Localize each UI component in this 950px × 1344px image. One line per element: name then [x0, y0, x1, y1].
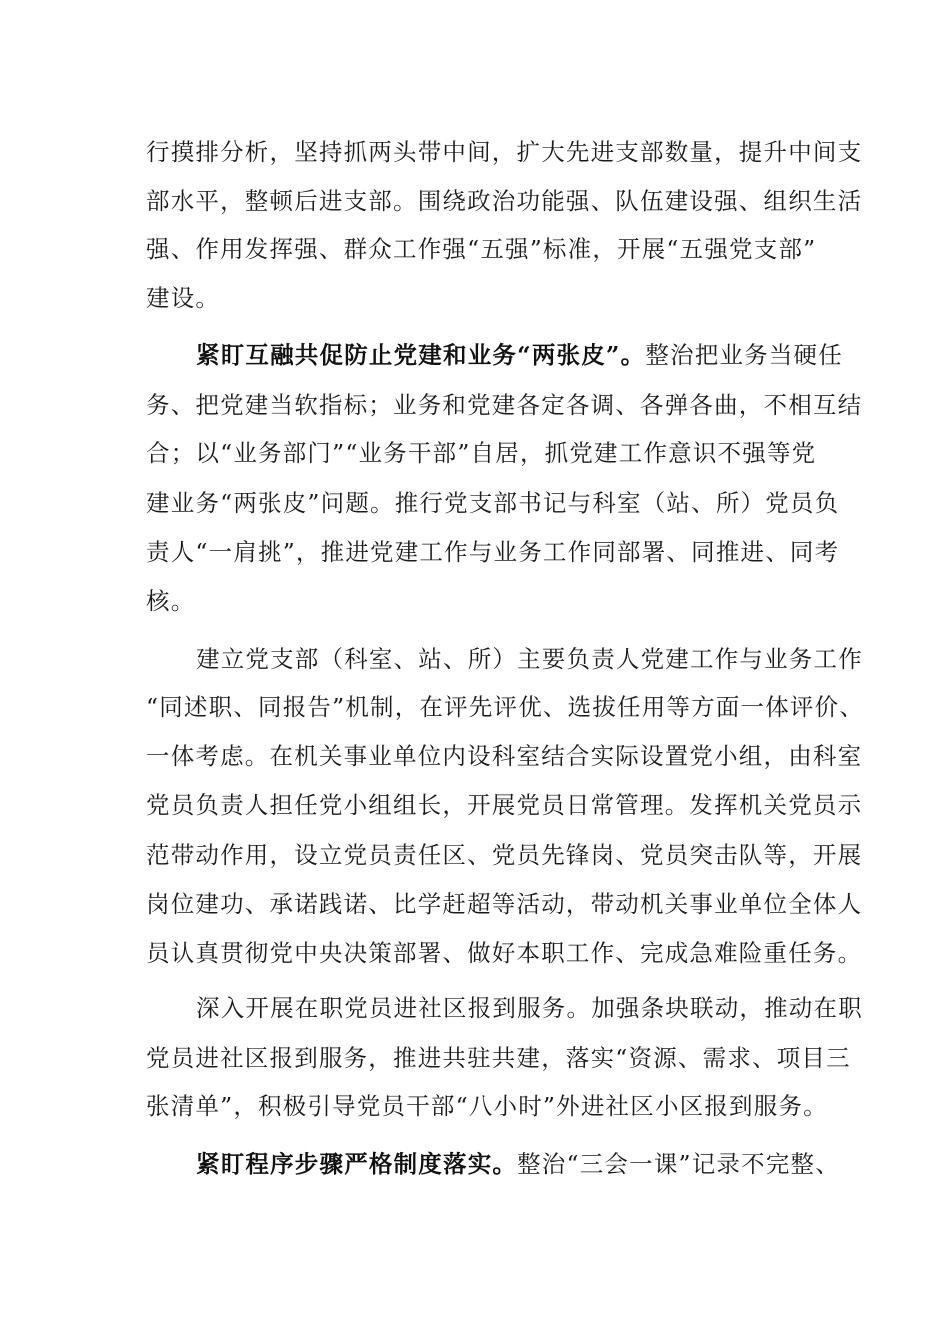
text-line: 合；以“业务部门”“业务干部”自居，抓党建工作意识不强等党: [146, 439, 817, 467]
text-line: 行摸排分析，坚持抓两头带中间，扩大先进支部数量，提升中间支: [146, 138, 863, 166]
text-line: 务、把党建当软指标；业务和党建各定各调、各弹各曲，不相互结: [146, 391, 863, 419]
text-line: 张清单”，积极引导党员干部“八小时”外进社区小区报到服务。: [146, 1092, 828, 1120]
paragraph-first-line: [196, 1149, 840, 1179]
text-line: 一体考虑。在机关事业单位内设科室结合实际设置党小组，由科室: [146, 742, 863, 770]
text-line: 建立党支部（科室、站、所）主要负责人党建工作与业务工作: [196, 645, 863, 673]
text-line: 岗位建功、承诺践诺、比学赶超等活动，带动机关事业单位全体人: [146, 890, 863, 918]
text-line: 强、作用发挥强、群众工作强“五强”标准，开展“五强党支部”: [146, 235, 817, 263]
text-line: 深入开展在职党员进社区报到服务。加强条块联动，推动在职: [196, 994, 863, 1022]
text-line: 范带动作用，设立党员责任区、党员先锋岗、党员突击队等，开展: [146, 841, 863, 869]
text-line: 建设。: [146, 284, 221, 312]
section-heading: 紧盯程序步骤严格制度落实。: [196, 1150, 518, 1178]
paragraph-first-line: [196, 340, 843, 370]
text-run: 整治把业务当硬任: [645, 341, 843, 369]
text-line: 建业务“两张皮”问题。推行党支部书记与科室（站、所）党员负: [146, 489, 840, 517]
text-line: 员认真贯彻党中央决策部署、做好本职工作、完成急难险重任务。: [146, 939, 863, 967]
text-run: 整治“三会一课”记录不完整、: [517, 1150, 840, 1178]
text-line: 责人“一肩挑”，推进党建工作与业务工作同部署、同推进、同考: [146, 538, 840, 566]
text-line: 党员负责人担任党小组组长，开展党员日常管理。发挥机关党员示: [146, 791, 863, 819]
section-heading: 紧盯互融共促防止党建和业务“两张皮”。: [196, 341, 646, 369]
text-line: 核。: [146, 587, 196, 615]
text-line: “同述职、同报告”机制，在评先评优、选拔任用等方面一体评价、: [146, 693, 865, 721]
text-line: 部水平，整顿后进支部。围绕政治功能强、队伍建设强、组织生活: [146, 187, 863, 215]
text-line: 党员进社区报到服务，推进共驻共建，落实“资源、需求、项目三: [146, 1044, 851, 1072]
